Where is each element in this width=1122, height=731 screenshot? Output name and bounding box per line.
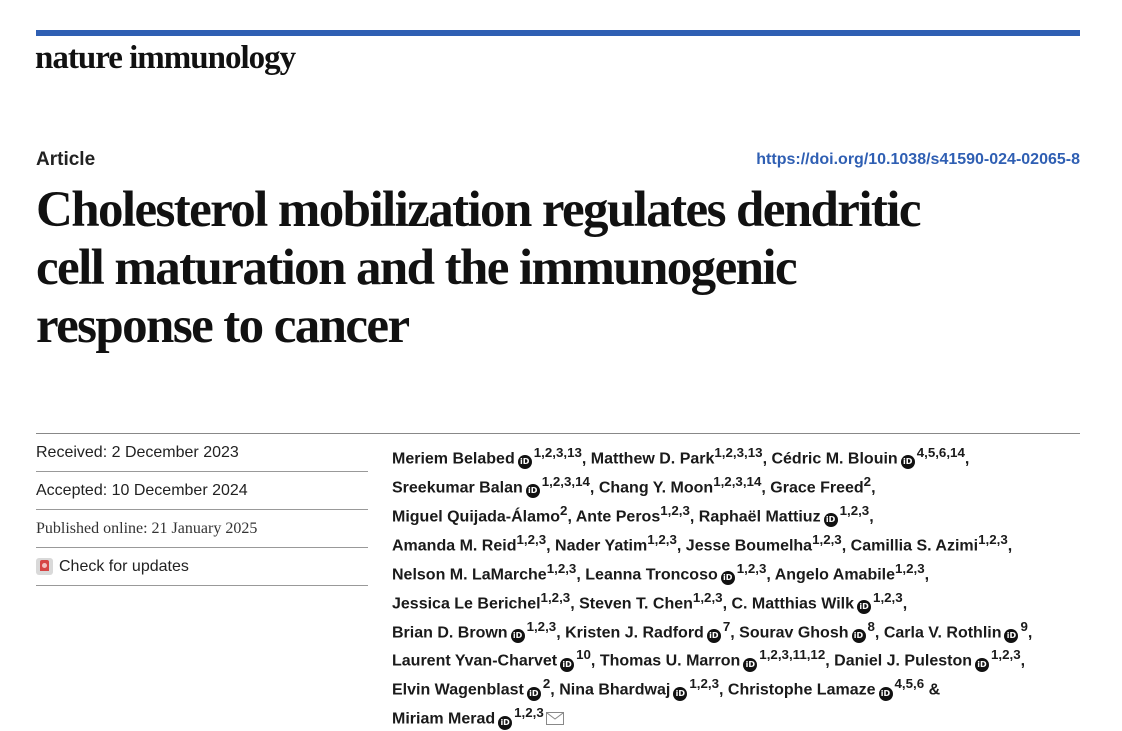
orcid-icon[interactable]: iD — [560, 658, 574, 672]
author-name[interactable]: Jesse Boumelha — [685, 537, 813, 555]
author-separator: , — [576, 566, 581, 584]
author-separator: , — [676, 537, 682, 555]
author-affiliations: 1,2,3 — [692, 589, 723, 605]
email-icon[interactable] — [546, 712, 564, 725]
orcid-icon[interactable]: iD — [1004, 629, 1018, 643]
author-name[interactable]: Nelson M. LaMarche — [392, 566, 547, 584]
author-name[interactable]: Brian D. Brown — [392, 623, 508, 641]
author-separator: , — [730, 623, 735, 641]
author-separator: , — [581, 450, 587, 468]
author-affiliations: 1,2,3,13 — [533, 445, 582, 460]
author-affiliations: 1,2,3 — [526, 618, 557, 634]
author-affiliations: 2 — [542, 676, 551, 692]
author-affiliations: 1,2,3 — [660, 502, 690, 518]
author-separator: , — [550, 681, 555, 699]
author-list — [392, 442, 1092, 731]
author-line — [392, 616, 1092, 645]
check-for-updates-button[interactable] — [36, 548, 368, 586]
orcid-icon[interactable]: iD — [857, 600, 871, 614]
crossmark-icon — [36, 558, 53, 575]
author-affiliations: 1,2,3 — [812, 531, 842, 547]
author-line — [392, 587, 1092, 616]
author-line — [392, 529, 1092, 558]
author-separator: , — [869, 508, 874, 526]
author-separator: , — [825, 652, 830, 670]
article-dates-panel — [36, 434, 368, 586]
author-separator: , — [556, 623, 561, 641]
orcid-icon[interactable]: iD — [743, 658, 757, 672]
author-affiliations: 1,2,3 — [895, 560, 925, 576]
received-date: Received: 2 December 2023 — [36, 434, 368, 472]
author-separator: , — [570, 594, 575, 612]
author-name[interactable]: Nader Yatim — [555, 537, 648, 555]
orcid-icon[interactable]: iD — [526, 484, 540, 498]
author-affiliations: 1,2,3 — [978, 531, 1008, 547]
author-separator: , — [762, 450, 768, 468]
author-name[interactable]: Laurent Yvan-Charvet — [392, 652, 558, 670]
orcid-icon[interactable]: iD — [721, 571, 735, 585]
author-name[interactable]: Chang Y. Moon — [598, 479, 714, 497]
author-affiliations: 4,5,6,14 — [916, 445, 965, 460]
orcid-icon[interactable]: iD — [511, 629, 525, 643]
author-affiliations: 1,2,3 — [546, 560, 577, 576]
title-line: response to cancer — [36, 298, 409, 354]
author-affiliations: 7 — [722, 618, 731, 634]
author-affiliations: 2 — [863, 473, 872, 489]
author-separator: , — [689, 508, 695, 526]
author-name[interactable]: Amanda M. Reid — [392, 537, 517, 555]
author-separator: , — [871, 479, 876, 497]
author-name[interactable]: Sreekumar Balan — [392, 479, 523, 497]
author-affiliations: 9 — [1020, 618, 1028, 634]
author-separator: , — [1007, 537, 1013, 555]
orcid-icon[interactable]: iD — [673, 687, 687, 701]
orcid-icon[interactable]: iD — [975, 658, 989, 672]
author-line — [392, 442, 1092, 471]
author-affiliations: 1,2,3 — [514, 705, 544, 721]
author-name[interactable]: Christophe Lamaze — [727, 681, 876, 699]
author-separator: , — [1027, 623, 1033, 641]
author-separator: , — [761, 479, 766, 497]
author-separator: , — [841, 537, 847, 555]
article-title — [36, 181, 1096, 355]
title-line: cell maturation and the immunogenic — [36, 240, 796, 296]
author-separator: , — [719, 681, 724, 699]
orcid-icon[interactable]: iD — [824, 513, 838, 527]
author-affiliations: 1,2,3,14 — [713, 473, 762, 489]
author-name[interactable]: Cédric M. Blouin — [771, 450, 898, 468]
author-line — [392, 644, 1092, 673]
author-name[interactable]: Carla V. Rothlin — [883, 623, 1002, 641]
author-affiliations: 1,2,3 — [839, 502, 870, 518]
author-affiliations: 1,2,3 — [647, 531, 677, 547]
author-separator: , — [902, 594, 908, 612]
author-affiliations: 4,5,6 — [894, 676, 925, 692]
author-name[interactable]: Ante Peros — [575, 508, 661, 526]
orcid-icon[interactable]: iD — [527, 687, 541, 701]
author-line — [392, 500, 1092, 529]
author-name[interactable]: Jessica Le Berichel — [392, 594, 541, 612]
author-separator: , — [766, 566, 771, 584]
orcid-icon[interactable]: iD — [852, 629, 866, 643]
author-name[interactable]: Camillia S. Azimi — [850, 537, 979, 555]
author-affiliations: 2 — [560, 502, 568, 518]
author-separator: , — [590, 652, 596, 670]
author-name[interactable]: Leanna Troncoso — [585, 566, 718, 584]
author-affiliations: 1,2,3 — [990, 647, 1021, 663]
author-line — [392, 702, 1092, 731]
doi-link[interactable]: https://doi.org/10.1038/s41590-024-02065-8 — [756, 151, 1080, 168]
orcid-icon[interactable]: iD — [901, 455, 915, 469]
author-line — [392, 471, 1092, 500]
author-name[interactable]: Miguel Quijada-Álamo — [392, 508, 561, 526]
author-name[interactable]: Thomas U. Marron — [599, 652, 741, 670]
author-name[interactable]: Matthew D. Park — [590, 450, 715, 468]
author-name[interactable]: Daniel J. Puleston — [834, 652, 972, 670]
author-name[interactable]: Miriam Merad — [392, 710, 496, 728]
orcid-icon[interactable]: iD — [879, 687, 893, 701]
author-name[interactable]: Raphaël Mattiuz — [698, 508, 821, 526]
author-name[interactable]: Steven T. Chen — [579, 594, 693, 612]
author-separator: , — [546, 537, 551, 555]
author-affiliations: 10 — [576, 647, 591, 663]
author-separator: , — [964, 450, 970, 468]
author-name[interactable]: Nina Bhardwaj — [559, 681, 671, 699]
author-name[interactable]: Grace Freed — [770, 479, 864, 497]
author-affiliations: 1,2,3 — [689, 676, 719, 692]
author-separator: , — [567, 508, 572, 526]
author-affiliations: 1,2,3,11,12 — [759, 647, 826, 663]
author-separator: , — [874, 623, 880, 641]
title-line: Cholesterol mobilization regulates dendritic — [36, 182, 920, 238]
check-for-updates-label: Check for updates — [59, 557, 189, 575]
journal-name[interactable]: nature immunology — [35, 40, 296, 76]
article-type: Article — [36, 149, 96, 170]
author-name[interactable]: C. Matthias Wilk — [731, 594, 855, 612]
author-separator: , — [1020, 652, 1026, 670]
orcid-icon[interactable]: iD — [518, 455, 532, 469]
author-separator: , — [924, 566, 930, 584]
orcid-icon[interactable]: iD — [498, 716, 512, 730]
journal-header-bar — [36, 30, 1080, 36]
author-affiliations: 8 — [867, 618, 875, 634]
author-line — [392, 558, 1092, 587]
author-affiliations: 1,2,3 — [736, 560, 767, 576]
author-separator: & — [924, 681, 941, 699]
author-separator: , — [722, 594, 728, 612]
author-separator: , — [589, 479, 595, 497]
author-name[interactable]: Kristen J. Radford — [565, 623, 704, 641]
author-name[interactable]: Elvin Wagenblast — [392, 681, 524, 699]
author-affiliations: 1,2,3,13 — [714, 445, 763, 460]
author-line — [392, 673, 1092, 702]
author-name[interactable]: Angelo Amabile — [774, 566, 896, 584]
author-name[interactable]: Sourav Ghosh — [739, 623, 849, 641]
orcid-icon[interactable]: iD — [707, 629, 721, 643]
author-affiliations: 1,2,3 — [540, 589, 571, 605]
accepted-date: Accepted: 10 December 2024 — [36, 472, 368, 510]
published-date: Published online: 21 January 2025 — [36, 510, 368, 548]
author-affiliations: 1,2,3 — [873, 589, 903, 605]
author-affiliations: 1,2,3,14 — [541, 473, 590, 489]
author-name[interactable]: Meriem Belabed — [392, 450, 515, 468]
author-affiliations: 1,2,3 — [516, 531, 547, 547]
